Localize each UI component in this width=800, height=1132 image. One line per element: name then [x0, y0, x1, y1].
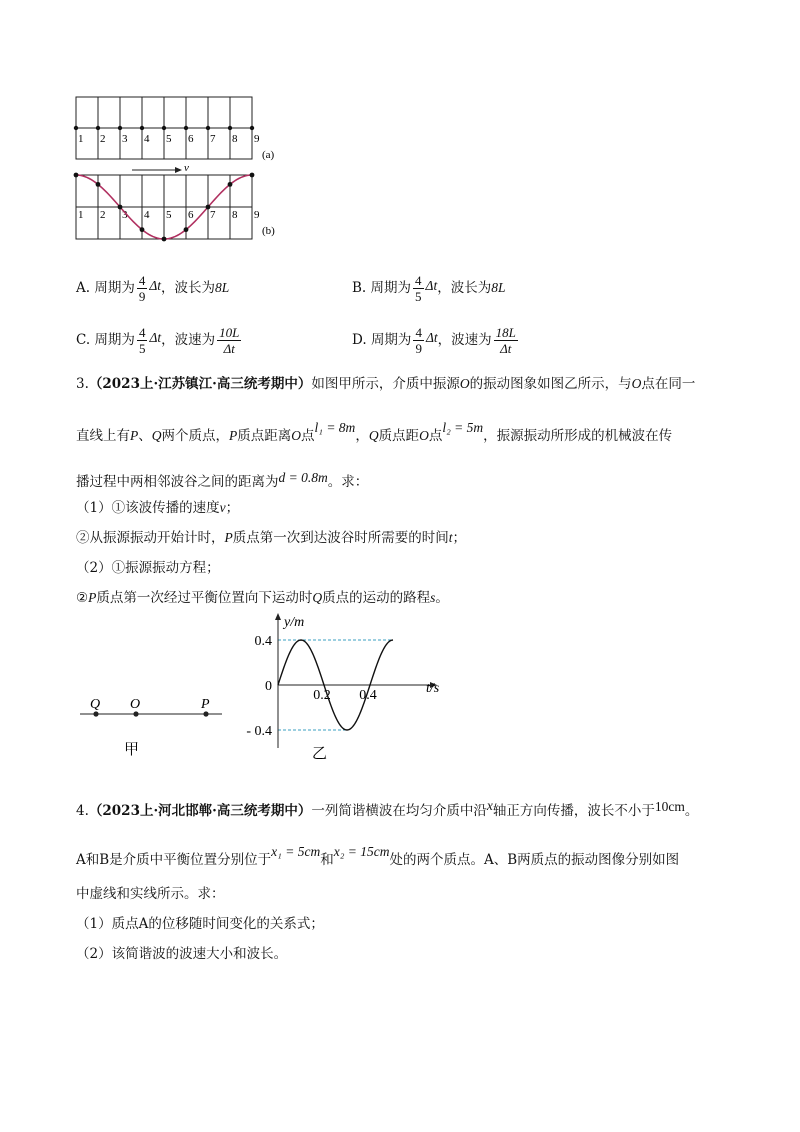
fraction-a: $\frac{4}{9}$ [138, 273, 146, 304]
grid-a-label: 7 [210, 133, 216, 145]
q4-sub-2: （2）该简谐波的波速大小和波长。 [76, 946, 288, 962]
figure-yi-chart [240, 608, 470, 768]
q4-line-1: 4.（2023上·河北邯郸·高三统考期中）一列简谐横波在均匀介质中沿x轴正方向传播，波长不小于10cm。 [76, 798, 699, 819]
grid-a-point [140, 126, 144, 130]
grid-b-label: 7 [210, 209, 216, 221]
q3-sub-1: （1）①该波传播的速度v； [76, 500, 240, 516]
figure-jia [76, 690, 236, 765]
y-tick-label: 0 [265, 679, 272, 694]
grid-b-point [162, 237, 167, 242]
y-tick-label: - 0.4 [246, 724, 272, 739]
label-b: (b) [262, 225, 275, 237]
option-d[interactable]: D. 周期为 $\frac{4}{9}$ Δt，波速为 $\frac{18L}{\Delta t}$ [352, 325, 516, 356]
q4-source: （2023上·河北邯郸·高三统考期中） [88, 803, 312, 819]
grid-b-label: 3 [122, 209, 128, 221]
grid-b-label: 5 [166, 209, 172, 221]
q4-line-2: A和B是介质中平衡位置分别位于x₁ = 5cm和x₂ = 15cm处的两个质点。A、B两质点的振动图像分别如图 [76, 844, 680, 868]
y-tick-label: 0.4 [254, 634, 272, 649]
q3-line-2: 直线上有P、Q两个质点，P质点距离O点l₁ = 8m，Q质点距O点l₂ = 5m，振源振动所形成的机械波在传 [76, 420, 673, 444]
grid-a-labels [78, 133, 260, 145]
point-p-label: P [201, 697, 210, 712]
figure-jia-label: 甲 [124, 742, 140, 758]
grid-a-point [118, 126, 122, 130]
grid-a-point [184, 126, 188, 130]
grid-a-point [74, 126, 78, 130]
fraction-d-speed: $\frac{18L}{\Delta t}$ [495, 325, 516, 356]
grid-a-label: 9 [254, 133, 260, 145]
grid-a-point [162, 126, 166, 130]
y-axis-label: y/m [284, 615, 305, 630]
grid-b-point [228, 182, 233, 187]
q3-line-1: 3.（2023上·江苏镇江·高三统考期中）如图甲所示，介质中振源O的振动图象如图乙所示，与O点在同一 [76, 376, 696, 392]
grid-b-labels [78, 209, 260, 221]
q4-line-3: 中虚线和实线所示。求： [76, 886, 225, 902]
point-o-label: O [130, 697, 141, 712]
q3-line-3: 播过程中两相邻波谷之间的距离为d = 0.8m。求： [76, 470, 369, 490]
fraction-c: $\frac{4}{5}$ [138, 325, 146, 356]
x-axis-label: t/s [426, 681, 440, 696]
grid-a-point [228, 126, 232, 130]
grid-b-label: 6 [188, 209, 194, 221]
grid-b-point [206, 205, 211, 210]
option-c[interactable]: C. 周期为 $\frac{4}{5}$ Δt，波速为 $\frac{10L}{\Delta t}$ [76, 325, 240, 356]
grid-a-label: 2 [100, 133, 106, 145]
y-axis-arrow [275, 613, 281, 620]
grid-b-point [74, 173, 79, 178]
grid-a-label: 4 [144, 133, 150, 145]
option-b[interactable]: B. 周期为 $\frac{4}{5}$ Δt，波长为8L [352, 273, 506, 304]
grid-b-label: 8 [232, 209, 238, 221]
figure-yi-label: 乙 [312, 746, 328, 762]
grid-b-label: 9 [254, 209, 260, 221]
x-tick-label: 0.4 [359, 688, 377, 703]
grid-a-point [206, 126, 210, 130]
grid-b-point [184, 227, 189, 232]
grid-b-label: 1 [78, 209, 84, 221]
grid-a-point [96, 126, 100, 130]
grid-b [76, 175, 252, 239]
grid-b-point [250, 173, 255, 178]
grid-a-label: 8 [232, 133, 238, 145]
wave-grid-figure [70, 92, 290, 252]
option-a[interactable]: A. 周期为 $\frac{4}{9}$ Δt，波长为8L [76, 273, 230, 304]
q3-sub-4: ②P质点第一次经过平衡位置向下运动时Q质点的运动的路程s。 [76, 590, 449, 606]
point-q-dot [93, 711, 98, 716]
q3-sub-3: （2）①振源振动方程； [76, 560, 220, 576]
q4-sub-1: （1）质点A的位移随时间变化的关系式； [76, 916, 324, 932]
grid-a-label: 1 [78, 133, 84, 145]
fraction-b: $\frac{4}{5}$ [415, 273, 422, 304]
fraction-d: $\frac{4}{9}$ [415, 325, 422, 356]
grid-a-label: 5 [166, 133, 172, 145]
point-o-dot [133, 711, 138, 716]
grid-a-point [250, 126, 254, 130]
x-tick-label: 0.2 [313, 688, 331, 703]
grid-b-point [118, 205, 123, 210]
velocity-arrowhead [175, 167, 182, 173]
grid-a-label: 3 [122, 133, 128, 145]
grid-b-label: 4 [144, 209, 150, 221]
grid-b-point [96, 182, 101, 187]
q3-sub-2: ②从振源振动开始计时，P质点第一次到达波谷时所需要的时间t； [76, 530, 467, 546]
q3-source: （2023上·江苏镇江·高三统考期中） [88, 376, 312, 392]
point-p-dot [203, 711, 208, 716]
velocity-label: v [184, 162, 189, 174]
point-q-label: Q [90, 697, 101, 712]
grid-b-point [140, 227, 145, 232]
grid-a-label: 6 [188, 133, 194, 145]
grid-b-label: 2 [100, 209, 106, 221]
label-a: (a) [262, 149, 275, 161]
fraction-c-speed: $\frac{10L}{\Delta t}$ [219, 325, 240, 356]
